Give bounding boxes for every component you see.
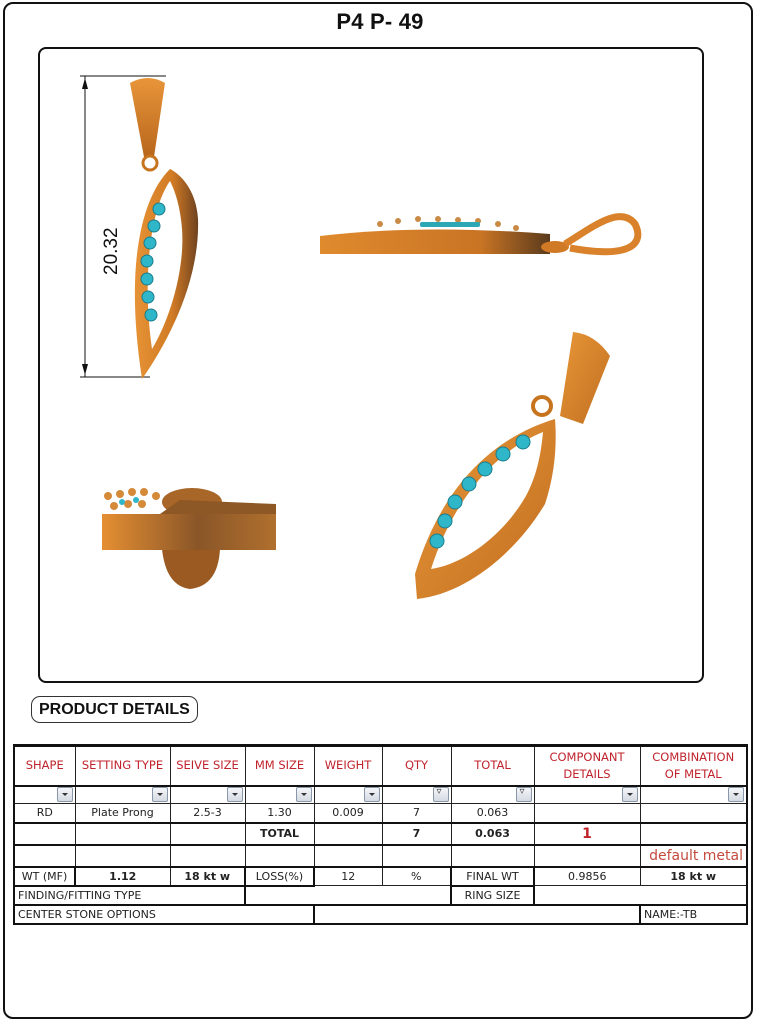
ring-size-value xyxy=(534,886,747,905)
dropdown-arrow-icon[interactable] xyxy=(296,787,312,802)
total-row xyxy=(14,823,747,845)
cell-seive-size: 2.5-3 xyxy=(170,804,245,823)
loss-label: LOSS(%) xyxy=(245,867,314,886)
page-title: P4 P- 49 xyxy=(336,9,424,34)
loss-percent: % xyxy=(382,867,451,886)
header-qty: QTY xyxy=(382,746,451,786)
name-label: NAME:-TB xyxy=(640,905,747,924)
front-view-render xyxy=(70,69,250,389)
header-setting-type: SETTING TYPE xyxy=(75,746,170,786)
dropdown-arrow-icon[interactable] xyxy=(152,787,168,802)
cell-weight: 0.009 xyxy=(314,804,382,823)
cell-componant xyxy=(534,804,640,823)
default-metal-label: default metal xyxy=(640,845,747,867)
total-label: TOTAL xyxy=(245,823,314,845)
final-wt-label: FINAL WT xyxy=(451,867,534,886)
top-view-render xyxy=(100,474,280,594)
dropdown-arrow-icon[interactable] xyxy=(364,787,380,802)
final-wt-value: 0.9856 xyxy=(534,867,640,886)
total-qty: 7 xyxy=(382,823,451,845)
filter-icon[interactable] xyxy=(516,787,532,802)
center-stone-label: CENTER STONE OPTIONS xyxy=(14,905,314,924)
header-combination-of-metal: COMBINATION OF METAL xyxy=(640,746,747,786)
componant-count: 1 xyxy=(534,823,640,845)
header-seive-size: SEIVE SIZE xyxy=(170,746,245,786)
metal-kt: 18 kt w xyxy=(170,867,245,886)
cell-setting-type: Plate Prong xyxy=(75,804,170,823)
header-componant-details: COMPONANT DETAILS xyxy=(534,746,640,786)
filter-icon[interactable] xyxy=(433,787,449,802)
wt-mf-label: WT (MF) xyxy=(14,867,75,886)
cell-qty: 7 xyxy=(382,804,451,823)
metal-row xyxy=(14,845,747,867)
dropdown-arrow-icon[interactable] xyxy=(227,787,243,802)
dimension-label: 20.32 xyxy=(101,227,122,275)
cell-total: 0.063 xyxy=(451,804,534,823)
perspective-view-render xyxy=(405,324,625,614)
product-details-button[interactable]: PRODUCT DETAILS xyxy=(31,696,198,723)
ring-size-label: RING SIZE xyxy=(451,886,534,905)
table-row xyxy=(14,804,747,823)
dropdown-arrow-icon[interactable] xyxy=(728,787,744,802)
side-view-render xyxy=(320,204,650,284)
wt-row xyxy=(14,867,747,886)
header-total: TOTAL xyxy=(451,746,534,786)
cell-shape: RD xyxy=(14,804,75,823)
wt-mf-value: 1.12 xyxy=(75,867,170,886)
center-stone-row xyxy=(14,905,747,924)
loss-value: 12 xyxy=(314,867,382,886)
finding-fitting-label: FINDING/FITTING TYPE xyxy=(14,886,245,905)
cell-metal xyxy=(640,804,747,823)
render-frame xyxy=(38,47,704,683)
dropdown-arrow-icon[interactable] xyxy=(57,787,73,802)
finding-row xyxy=(14,886,747,905)
center-stone-value xyxy=(314,905,640,924)
cell-mm-size: 1.30 xyxy=(245,804,314,823)
product-details-table xyxy=(13,744,748,925)
finding-fitting-value xyxy=(245,886,451,905)
header-shape: SHAPE xyxy=(14,746,75,786)
header-weight: WEIGHT xyxy=(314,746,382,786)
dropdown-arrow-icon[interactable] xyxy=(622,787,638,802)
final-metal: 18 kt w xyxy=(640,867,747,886)
total-weight: 0.063 xyxy=(451,823,534,845)
header-mm-size: MM SIZE xyxy=(245,746,314,786)
